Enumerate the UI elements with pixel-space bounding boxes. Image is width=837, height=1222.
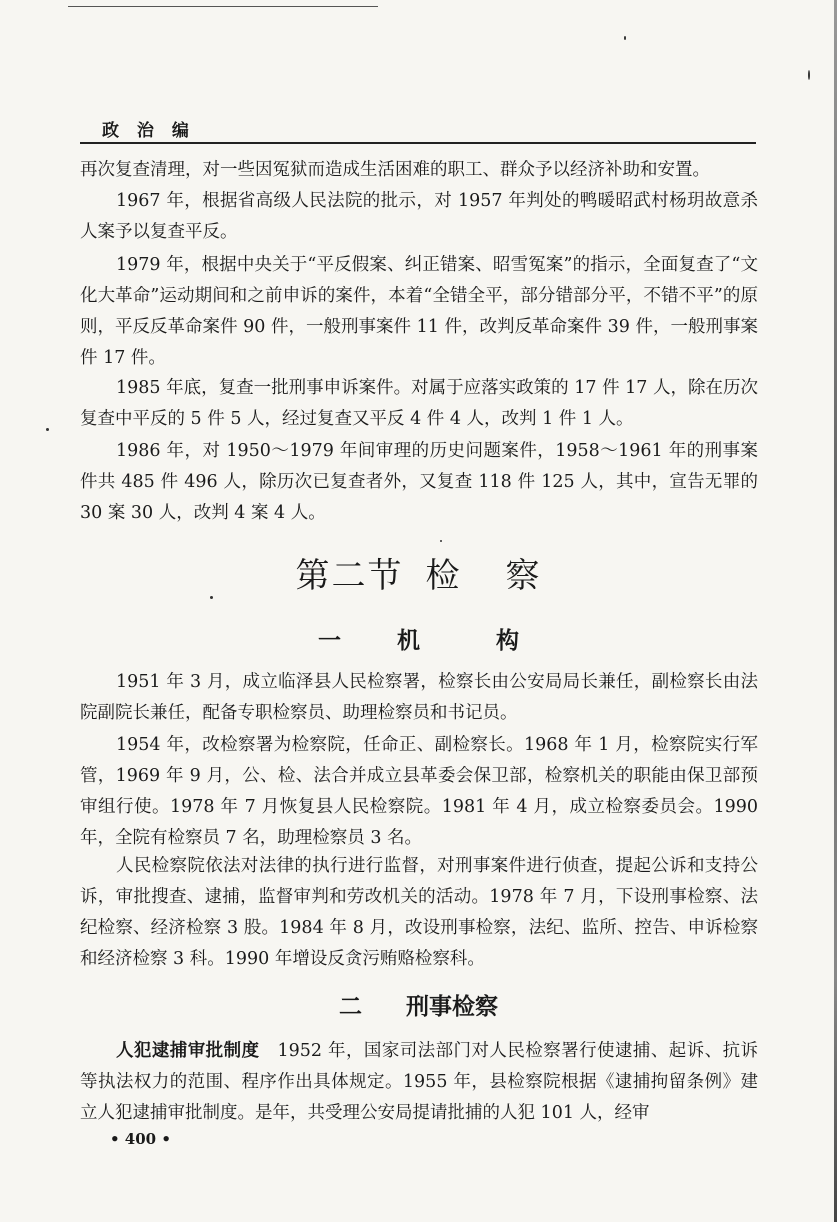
scan-speck (210, 596, 213, 599)
subsection-number: 二 (338, 993, 362, 1020)
subsection-word-2: 构 (496, 627, 520, 654)
subsection-number: 一 (317, 627, 341, 654)
section-title-char-2: 察 (505, 556, 542, 596)
subsection-title-text: 刑事检察 (406, 993, 499, 1020)
header-rule (80, 142, 756, 144)
paragraph-1979: 1979 年，根据中央关于“平反假案、纠正错案、昭雪冤案”的指示，全面复查了“文化大革命”运动期间和之前申诉的案件，本着“全错全平，部分错部分平，不错不平”的原则，平反反革命案件 90 件，一般刑事案件 11 件，改判反革命案件 39 件，一般刑事案件 17 件。 (80, 255, 758, 368)
term-heading: 人犯逮捕审批制度 (116, 1041, 260, 1061)
section-title-char-1: 检 (425, 556, 462, 596)
paragraph-1986: 1986 年，对 1950～1979 年间审理的历史问题案件，1958～1961 年的刑事案件共 485 件 496 人，除历次已复查者外，又复查 118 件 125 人，其中，宣告无罪的 30 案 30 人，改判 4 案 4 人。 (80, 441, 758, 523)
paragraph-continuation: 再次复查清理，对一些因冤狱而造成生活困难的职工、群众予以经济补助和安置。 (80, 160, 710, 180)
running-header: 政 治 编 (102, 121, 195, 141)
page-number: • 400 • (110, 1130, 171, 1148)
paragraph-1951: 1951 年 3 月，成立临泽县人民检察署，检察长由公安局局长兼任，副检察长由法院副院长兼任，配备专职检察员、助理检察员和书记员。 (80, 672, 758, 723)
paragraph-1967: 1967 年，根据省高级人民法院的批示，对 1957 年判处的鸭暖昭武村杨玥故意杀人案予以复查平反。 (80, 191, 758, 242)
top-border-line (68, 6, 378, 7)
section-number: 第二节 (295, 556, 404, 596)
subsection-title-organization (0, 622, 837, 655)
paragraph-1985: 1985 年底，复查一批刑事申诉案件。对属于应落实政策的 17 件 17 人，除在历次复查中平反的 5 件 5 人，经过复查又平反 4 件 4 人，改判 1 件 1 人。 (80, 378, 758, 429)
subsection-word-1: 机 (397, 627, 420, 654)
paragraph-arrest-approval (80, 1036, 758, 1129)
scan-speck (440, 540, 442, 542)
scan-speck (46, 428, 49, 431)
scan-speck (808, 70, 810, 80)
subsection-title-criminal (0, 988, 837, 1021)
paragraph-duties: 人民检察院依法对法律的执行进行监督，对刑事案件进行侦查，提起公诉和支持公诉，审批搜查、逮捕，监督审判和劳改机关的活动。1978 年 7 月，下设刑事检察、法纪检察、经济检察 3 股。1984 年 8 月，改设刑事检察，法纪、监所、控告、申诉检察和经济检察 3 科。1990 年增设反贪污贿赂检察科。 (80, 856, 758, 969)
paragraph-1954: 1954 年，改检察署为检察院，任命正、副检察长。1968 年 1 月，检察院实行军管，1969 年 9 月，公、检、法合并成立县革委会保卫部，检察机关的职能由保卫部预审组行使。1978 年 7 月恢复县人民检察院。1981 年 4 月，成立检察委员会。1990 年，全院有检察员 7 名，助理检察员 3 名。 (80, 735, 758, 848)
section-title (0, 548, 837, 597)
term-body: 1952 年，国家司法部门对人民检察署行使逮捕、起诉、抗诉等执法权力的范围、程序作出具体规定。1955 年，县检察院根据《逮捕拘留条例》建立人犯逮捕审批制度。是年，共受理公安局提请批捕的人犯 101 人，经审 (80, 1041, 758, 1123)
scan-speck (624, 36, 626, 40)
